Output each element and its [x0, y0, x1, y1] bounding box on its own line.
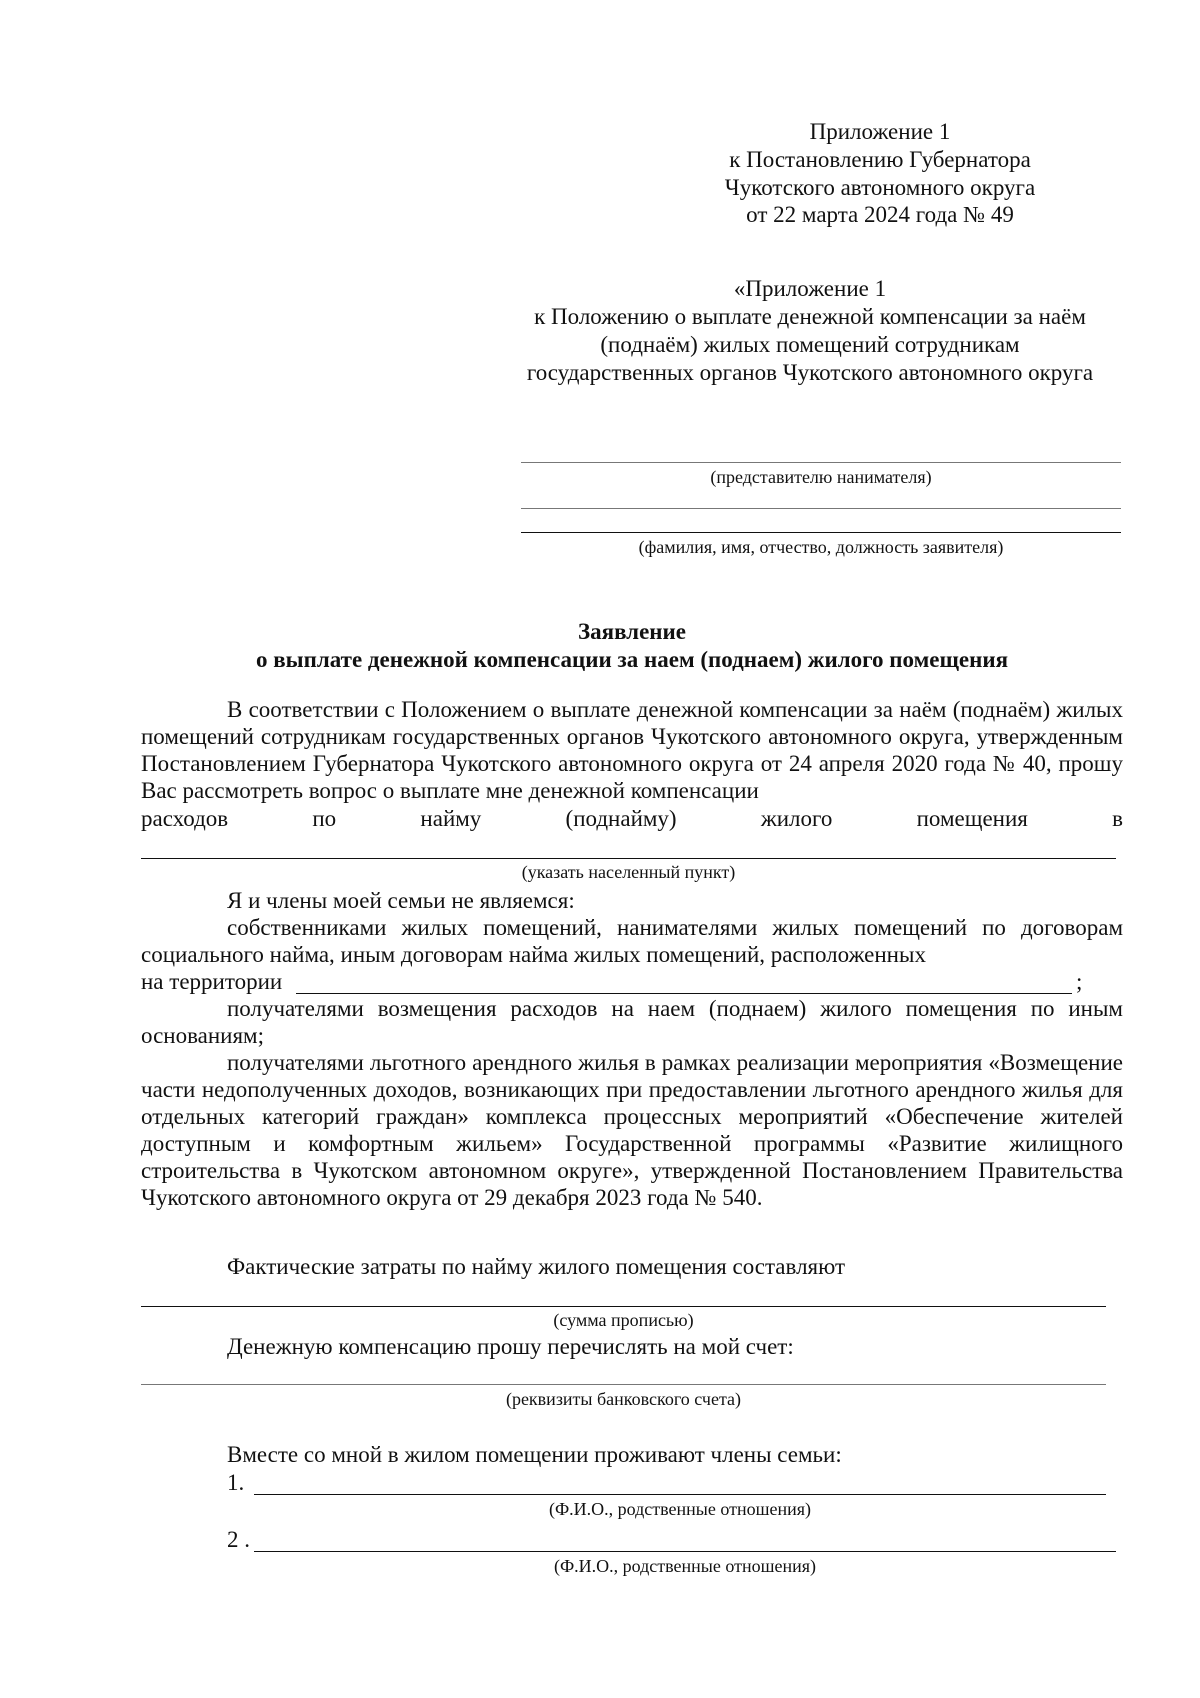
applicant-field-line-2[interactable]: [521, 532, 1121, 533]
family-members-label: Вместе со мной в жилом помещении проживают члены семьи:: [227, 1442, 842, 1467]
intro-word: жилого: [760, 806, 833, 831]
bank-field-line[interactable]: [141, 1384, 1106, 1385]
territory-field-line[interactable]: [296, 993, 1072, 994]
locality-caption: (указать населенный пункт): [521, 862, 736, 882]
costs-label: Фактические затраты по найму жилого помещения составляют: [227, 1254, 846, 1279]
sum-field-line[interactable]: [141, 1306, 1106, 1307]
regulation-header-line2: к Положению о выплате денежной компенсации за наём: [534, 304, 1086, 329]
member-2-field-line[interactable]: [254, 1551, 1116, 1552]
owners-clause: собственниками жилых помещений, нанимателями жилых помещений по договорам социального найма, иным договорам найма жилых помещений, расположенных: [141, 915, 1123, 967]
regulation-header-line4: государственных органов Чукотского автономного округа: [526, 360, 1094, 385]
member-1-field-line[interactable]: [254, 1494, 1106, 1495]
intro-paragraph: В соответствии с Положением о выплате денежной компенсации за наём (поднаём) жилых помещений сотрудникам государственных органов Чукотского автономного округа, утвержденным Постановлением Губернатора Чукотского автономного округа от 24 апреля 2020 года № 40, прошу Вас рассмотреть вопрос о выплате мне денежной компенсации: [141, 697, 1123, 803]
member-2-number: 2 .: [227, 1527, 250, 1552]
territory-suffix: ;: [1076, 969, 1083, 994]
document-subtitle: о выплате денежной компенсации за наем (поднаем) жилого помещения: [255, 647, 1009, 672]
intro-word: помещения: [916, 806, 1028, 831]
member-1-number: 1.: [227, 1470, 245, 1495]
intro-word: (поднайму): [565, 806, 677, 831]
member-2-caption: (Ф.И.О., родственные отношения): [553, 1556, 817, 1576]
intro-last-line: [141, 805, 1123, 832]
regulation-header-line1: «Приложение 1: [733, 276, 887, 301]
intro-word: найму: [420, 806, 482, 831]
territory-prefix: на территории: [141, 969, 283, 994]
intro-word: расходов: [141, 806, 229, 831]
regulation-header-line3: (поднаём) жилых помещений сотрудникам: [600, 332, 1020, 357]
appendix-header-line2: к Постановлению Губернатора: [729, 147, 1031, 172]
transfer-label: Денежную компенсацию прошу перечислять на мой счет:: [227, 1334, 794, 1359]
member-1-caption: (Ф.И.О., родственные отношения): [548, 1499, 812, 1519]
applicant-field-line-1[interactable]: [521, 508, 1121, 509]
recipients-clause: получателями возмещения расходов на наем (поднаем) жилого помещения по иным основаниям;: [141, 996, 1123, 1048]
sum-caption: (сумма прописью): [553, 1310, 694, 1330]
intro-word: по: [312, 806, 337, 831]
employer-field-line[interactable]: [521, 462, 1121, 463]
employer-caption: (представителю нанимателя): [710, 467, 932, 487]
bank-caption: (реквизиты банковского счета): [505, 1389, 742, 1409]
appendix-header-line1: Приложение 1: [809, 119, 951, 144]
intro-word: в: [1112, 806, 1123, 831]
locality-field-line[interactable]: [141, 858, 1116, 859]
appendix-header-line3: Чукотского автономного округа: [724, 175, 1036, 200]
document-title: Заявление: [577, 619, 687, 644]
preferential-clause: получателями льготного арендного жилья в рамках реализации мероприятия «Возмещение части недополученных доходов, возникающих при предоставлении льготного арендного жилья для отдельных категорий граждан» комплекса процессных мероприятий «Обеспечение жителей доступным и комфортным жильем» Государственной программы «Развитие жилищного строительства в Чукотском автономном округе», утвержденной Постановлением Правительства Чукотского автономного округа от 29 декабря 2023 года № 540.: [141, 1050, 1123, 1210]
applicant-caption: (фамилия, имя, отчество, должность заявителя): [638, 537, 1004, 557]
family-not-heading: Я и члены моей семьи не являемся:: [227, 888, 575, 913]
appendix-header-line4: от 22 марта 2024 года № 49: [746, 202, 1014, 227]
